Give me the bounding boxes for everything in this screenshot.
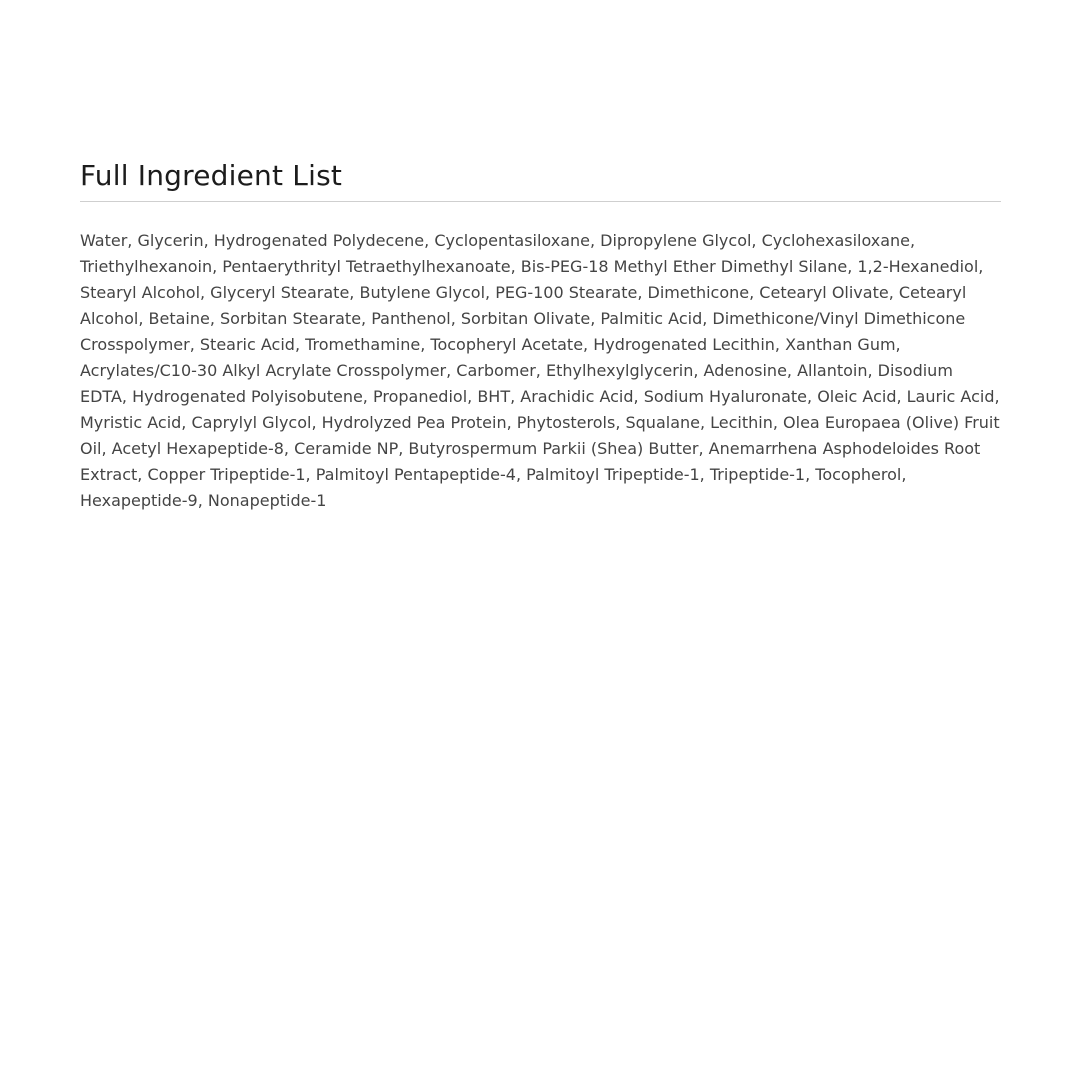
section-title: Full Ingredient List: [80, 159, 343, 192]
ingredient-list-section: [80, 155, 1001, 514]
title-divider: [80, 201, 1001, 202]
ingredient-list-text: Water, Glycerin, Hydrogenated Polydecene, Cyclopentasiloxane, Dipropylene Glycol, Cyclohexasiloxane, Triethylhexanoin, Pentaerythrityl Tetraethylhexanoate, Bis-PEG-18 Methyl Ether Dimethyl Silane, 1,2-Hexanediol, Stearyl Alcohol, Glyceryl Stearate, Butylene Glycol, PEG-100 Stearate, Dimethicone, Cetearyl Olivate, Cetearyl Alcohol, Betaine, Sorbitan Stearate, Panthenol, Sorbitan Olivate, Palmitic Acid, Dimethicone/Vinyl Dimethicone Crosspolymer, Stearic Acid, Tromethamine, Tocopheryl Acetate, Hydrogenated Lecithin, Xanthan Gum, Acrylates/C10-30 Alkyl Acrylate Crosspolymer, Carbomer, Ethylhexylglycerin, Adenosine, Allantoin, Disodium EDTA, Hydrogenated Polyisobutene, Propanediol, BHT, Arachidic Acid, Sodium Hyaluronate, Oleic Acid, Lauric Acid, Myristic Acid, Caprylyl Glycol, Hydrolyzed Pea Protein, Phytosterols, Squalane, Lecithin, Olea Europaea (Olive) Fruit Oil, Acetyl Hexapeptide-8, Ceramide NP, Butyrospermum Parkii (Shea) Butter, Anemarrhena Asphodeloides Root Extract, Copper Tripeptide-1, Palmitoyl Pentapeptide-4, Palmitoyl Tripeptide-1, Tripeptide-1, Tocopherol, Hexapeptide-9, Nonapeptide-1: [80, 231, 1000, 510]
